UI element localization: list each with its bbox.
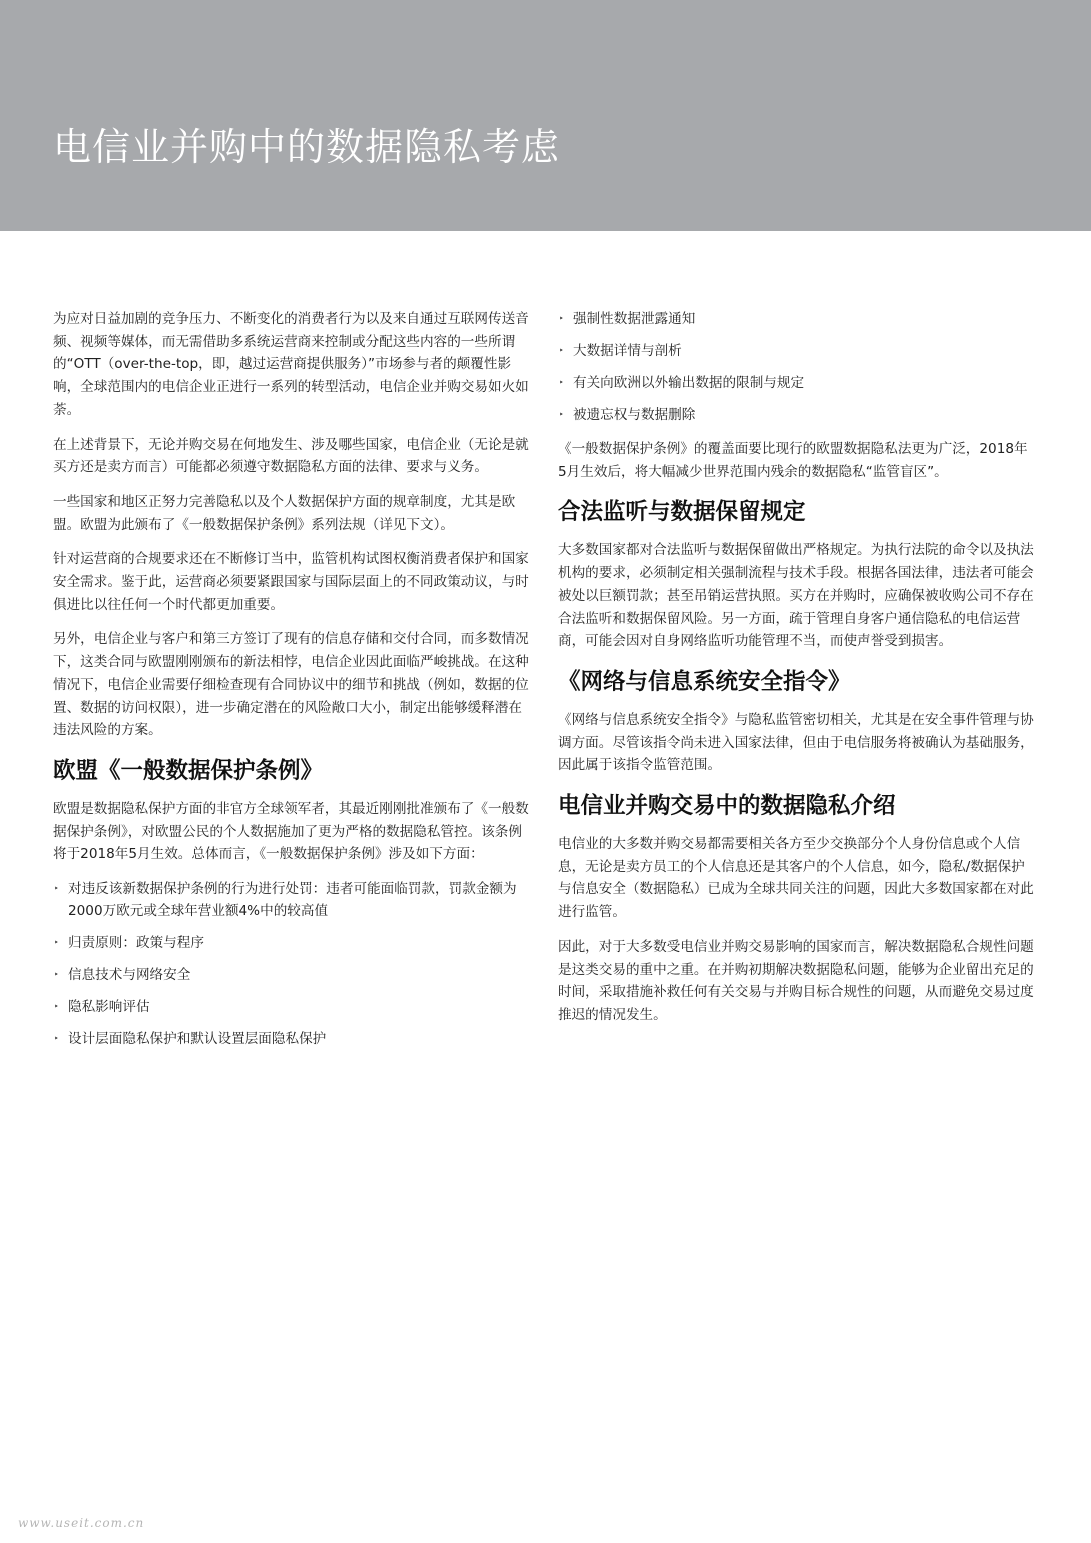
intro-paragraph-4: 针对运营商的合规要求还在不断修订当中，监管机构试图权衡消费者保护和国家安全需求。鉴于此，运营商必须要紧跟国家与国际层面上的不同政策动议，与时俱进比以往任何一个时代都更加重要。 bbox=[53, 551, 529, 613]
list-item-text: 被遗忘权与数据删除 bbox=[573, 407, 696, 423]
intro-paragraph-1: 为应对日益加剧的竞争压力、不断变化的消费者行为以及来自通过互联网传送音频、视频等媒体，而无需借助多系统运营商来控制或分配这些内容的一些所谓的“OTT（over-the-top，即，越过运营商提供服务）”市场参与者的颠覆性影响，全球范围内的电信企业正进行一系列的转型活动，电信企业并购交易如火如荼。 bbox=[53, 311, 529, 418]
nis-directive-paragraph: 《网络与信息系统安全指令》与隐私监管密切相关，尤其是在安全事件管理与协调方面。尽管该指令尚未进入国家法律，但由于电信服务将被确认为基础服务，因此属于该指令监管范围。 bbox=[558, 711, 1034, 774]
list-item-text: 归责原则：政策与程序 bbox=[68, 935, 204, 952]
bullet-icon: ‣ bbox=[559, 378, 564, 387]
ma-privacy-intro-heading: 电信业并购交易中的数据隐私介绍 bbox=[558, 793, 896, 820]
header-banner bbox=[0, 0, 1091, 231]
bullet-icon: ‣ bbox=[54, 884, 59, 894]
bullet-icon: ‣ bbox=[559, 410, 564, 419]
list-item bbox=[558, 308, 1036, 330]
list-item-text: 强制性数据泄露通知 bbox=[573, 311, 696, 327]
page-title: 电信业并购中的数据隐私考虑 bbox=[53, 125, 561, 169]
list-item-text: 设计层面隐私保护和默认设置层面隐私保护 bbox=[68, 1031, 327, 1048]
intro-paragraph-5: 另外，电信企业与客户和第三方签订了现有的信息存储和交付合同，而多数情况下，这类合同与欧盟刚刚颁布的新法相悖，电信企业因此面临严峻挑战。在这种情况下，电信企业需要仔细检查现有合同协议中的细节和挑战（例如，数据的位置、数据的访问权限），进一步确定潜在的风险敞口大小，制定出能够缓释潜在违法风险的方案。 bbox=[53, 631, 529, 739]
list-item bbox=[53, 964, 531, 986]
gdpr-bullet-list-continued bbox=[558, 308, 1036, 426]
gdpr-bullet-list bbox=[53, 878, 531, 1050]
gdpr-heading: 欧盟《一般数据保护条例》 bbox=[53, 757, 324, 784]
watermark: www.useit.com.cn bbox=[18, 1516, 145, 1530]
intro-paragraph-2: 在上述背景下，无论并购交易在何地发生、涉及哪些国家，电信企业（无论是就买方还是卖方而言）可能都必须遵守数据隐私方面的法律、要求与义务。 bbox=[53, 436, 529, 476]
ma-privacy-intro-paragraph-2: 因此，对于大多数受电信业并购交易影响的国家而言，解决数据隐私合规性问题是这类交易的重中之重。在并购初期解决数据隐私问题，能够为企业留出充足的时间，采取措施补救任何有关交易与并购目标合规性的问题，从而避免交易过度推迟的情况发生。 bbox=[558, 938, 1034, 1023]
gdpr-paragraph: 欧盟是数据隐私保护方面的非官方全球领军者，其最近刚刚批准颁布了《一般数据保护条例》，对欧盟公民的个人数据施加了更为严格的数据隐私管控。该条例将于2018年5月生效。总体而言，《一般数据保护条例》涉及如下方面： bbox=[53, 800, 529, 863]
list-item bbox=[558, 372, 1036, 394]
list-item bbox=[53, 932, 531, 954]
bullet-icon: ‣ bbox=[559, 314, 564, 323]
ma-privacy-intro-paragraph-1: 电信业的大多数并购交易都需要相关各方至少交换部分个人身份信息或个人信息，无论是卖方员工的个人信息还是其客户的个人信息，如今，隐私/数据保护与信息安全（数据隐私）已成为全球共同关注的问题，因此大多数国家都在对此进行监管。 bbox=[558, 836, 1034, 921]
gdpr-summary-paragraph: 《一般数据保护条例》的覆盖面要比现行的欧盟数据隐私法更为广泛，2018年5月生效后，将大幅减少世界范围内残余的数据隐私“监管盲区”。 bbox=[558, 441, 1028, 480]
lawful-interception-heading: 合法监听与数据保留规定 bbox=[558, 499, 806, 526]
bullet-icon: ‣ bbox=[559, 346, 564, 355]
bullet-icon: ‣ bbox=[54, 1034, 59, 1044]
nis-directive-heading: 《网络与信息系统安全指令》 bbox=[558, 668, 851, 695]
bullet-icon: ‣ bbox=[54, 1002, 59, 1012]
list-item-text: 有关向欧洲以外输出数据的限制与规定 bbox=[573, 375, 805, 391]
intro-paragraph-3: 一些国家和地区正努力完善隐私以及个人数据保护方面的规章制度，尤其是欧盟。欧盟为此颁布了《一般数据保护条例》系列法规（详见下文）。 bbox=[53, 493, 516, 533]
left-column bbox=[53, 308, 531, 1062]
list-item-text: 隐私影响评估 bbox=[68, 999, 150, 1016]
list-item-text: 对违反该新数据保护条例的行为进行处罚：违者可能面临罚款，罚款金额为2000万欧元或全球年营业额4%中的较高值 bbox=[68, 881, 517, 920]
list-item bbox=[558, 404, 1036, 426]
right-column bbox=[558, 308, 1036, 1039]
lawful-interception-paragraph: 大多数国家都对合法监听与数据保留做出严格规定。为执行法院的命令以及执法机构的要求，必须制定相关强制流程与技术手段。根据各国法律，违法者可能会被处以巨额罚款；甚至吊销运营执照。买方在并购时，应确保被收购公司不存在合法监听和数据保留风险。另一方面，疏于管理自身客户通信隐私的电信运营商，可能会因对自身网络监听功能管理不当，而使声誉受到损害。 bbox=[558, 542, 1034, 650]
list-item bbox=[53, 878, 531, 922]
bullet-icon: ‣ bbox=[54, 970, 59, 980]
list-item-text: 大数据详情与剖析 bbox=[573, 343, 682, 359]
list-item bbox=[53, 996, 531, 1018]
list-item-text: 信息技术与网络安全 bbox=[68, 967, 191, 984]
list-item bbox=[53, 1028, 531, 1050]
list-item bbox=[558, 340, 1036, 362]
bullet-icon: ‣ bbox=[54, 938, 59, 948]
